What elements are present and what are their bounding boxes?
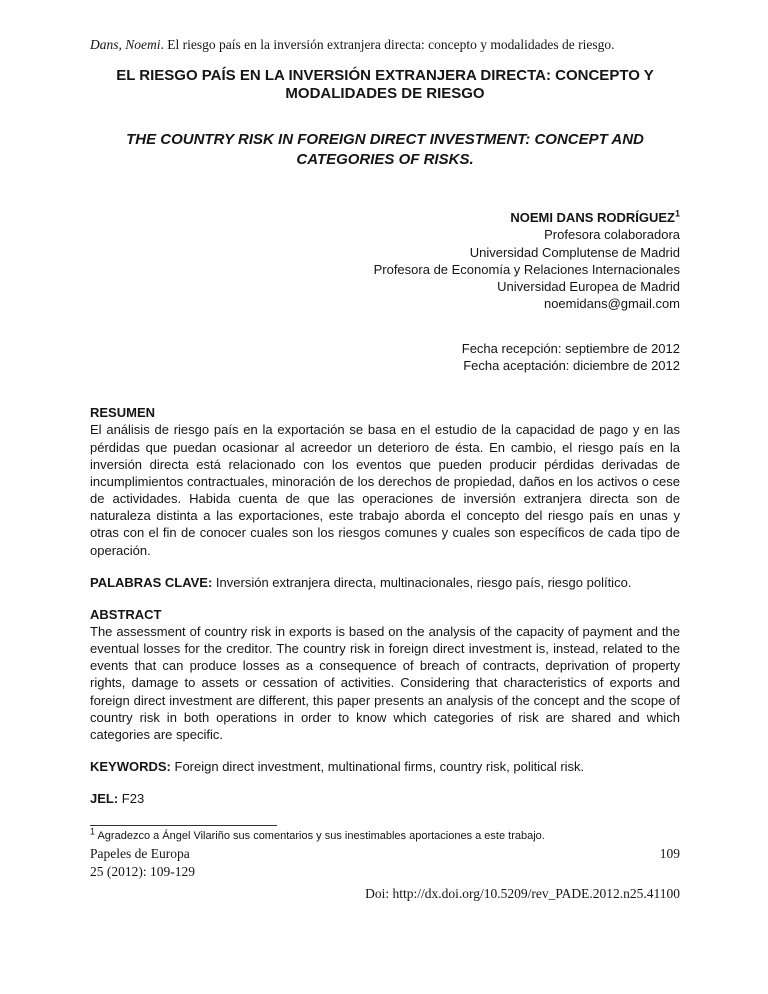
author-affiliation-1: Universidad Complutense de Madrid — [469, 244, 680, 260]
palabras-clave-label: PALABRAS CLAVE: — [90, 574, 213, 590]
title-english: THE COUNTRY RISK IN FOREIGN DIRECT INVESTMENT: CONCEPT AND CATEGORIES OF RISKS. — [126, 131, 644, 168]
page-footer — [90, 845, 680, 903]
author-name — [90, 209, 680, 226]
date-accepted: Fecha aceptación: diciembre de 2012 — [463, 358, 680, 374]
title-spanish: EL RIESGO PAÍS EN LA INVERSIÓN EXTRANJERA DIRECTA: CONCEPTO Y MODALIDADES DE RIESGO — [116, 66, 654, 103]
palabras-clave-text: Inversión extranjera directa, multinacionales, riesgo país, riesgo político. — [215, 574, 632, 590]
palabras-clave — [90, 574, 680, 591]
author-role-2: Profesora de Economía y Relaciones Internacionales — [373, 261, 680, 277]
date-received: Fecha recepción: septiembre de 2012 — [461, 340, 680, 356]
jel-classification — [90, 790, 680, 807]
author-affiliation-2: Universidad Europea de Madrid — [497, 279, 680, 295]
citation — [90, 36, 680, 54]
author-email: noemidans@gmail.com — [543, 296, 680, 312]
jel-value: F23 — [121, 791, 145, 807]
citation-title: . El riesgo país en la inversión extranjera directa: concepto y modalidades de riesgo. — [160, 37, 615, 52]
keywords-text: Foreign direct investment, multinational firms, country risk, political risk. — [174, 759, 585, 775]
jel-label: JEL: — [90, 791, 119, 807]
citation-authors: Dans, Noemi — [90, 37, 161, 52]
footnote-separator — [90, 825, 277, 826]
abstract-heading: ABSTRACT — [90, 606, 162, 622]
keywords — [90, 758, 680, 775]
keywords-label: KEYWORDS: — [90, 759, 171, 775]
author-block — [90, 209, 680, 313]
resumen-heading: RESUMEN — [90, 405, 156, 421]
footnote-marker: 1 — [90, 826, 96, 837]
journal-issue: 25 (2012): 109-129 — [90, 863, 195, 879]
footnote-text: Agradezco a Ángel Vilariño sus comentarios y sus inestimables aportaciones a este trabajo. — [97, 830, 545, 843]
footnote — [90, 826, 680, 843]
author-name-text: NOEMI DANS RODRÍGUEZ — [510, 210, 675, 226]
page-number: 109 — [659, 845, 680, 861]
footer-row — [90, 845, 680, 863]
resumen-text: El análisis de riesgo país en la exportación se basa en el estudio de la capacidad de pago y en las pérdidas que puedan ocasionar al acreedor un deterioro de ésta. En cambio, el riesgo país en la inversión directa está relacionado con los eventos que pueden producir pérdidas derivadas de incumplimientos contractuales, minoración de los derechos de propiedad, daños en los activos o cese de actividades. Habida cuenta de que las operaciones de inversión extranjera directa son de naturaleza distinta a las exportaciones, este trabajo aborda el concepto del riesgo país en unas y otras con el fin de conocer cuales son los riesgos comunes y cuales son específicos de cada tipo de operación. — [90, 422, 680, 558]
author-footnote-marker: 1 — [674, 208, 680, 219]
dates-block — [90, 340, 680, 375]
abstract-text: The assessment of country risk in exports is based on the analysis of the capacity of payment and the eventual losses for the creditor. The country risk in foreign direct investment is, instead, related to the events that can produce losses as a consequence of breach of contracts, deprivation of property rights, damage to assets or cessation of activities. Considering that characteristics of exports and foreign direct investment are different, this paper presents an analysis of the concept and the scope of country risk in both operations in order to know which categories of risk are shared and which categories are specific. — [90, 624, 680, 742]
doi: Doi: http://dx.doi.org/10.5209/rev_PADE.2012.n25.41100 — [365, 886, 680, 902]
author-role-1: Profesora colaboradora — [544, 227, 680, 243]
journal-name: Papeles de Europa — [90, 845, 190, 861]
